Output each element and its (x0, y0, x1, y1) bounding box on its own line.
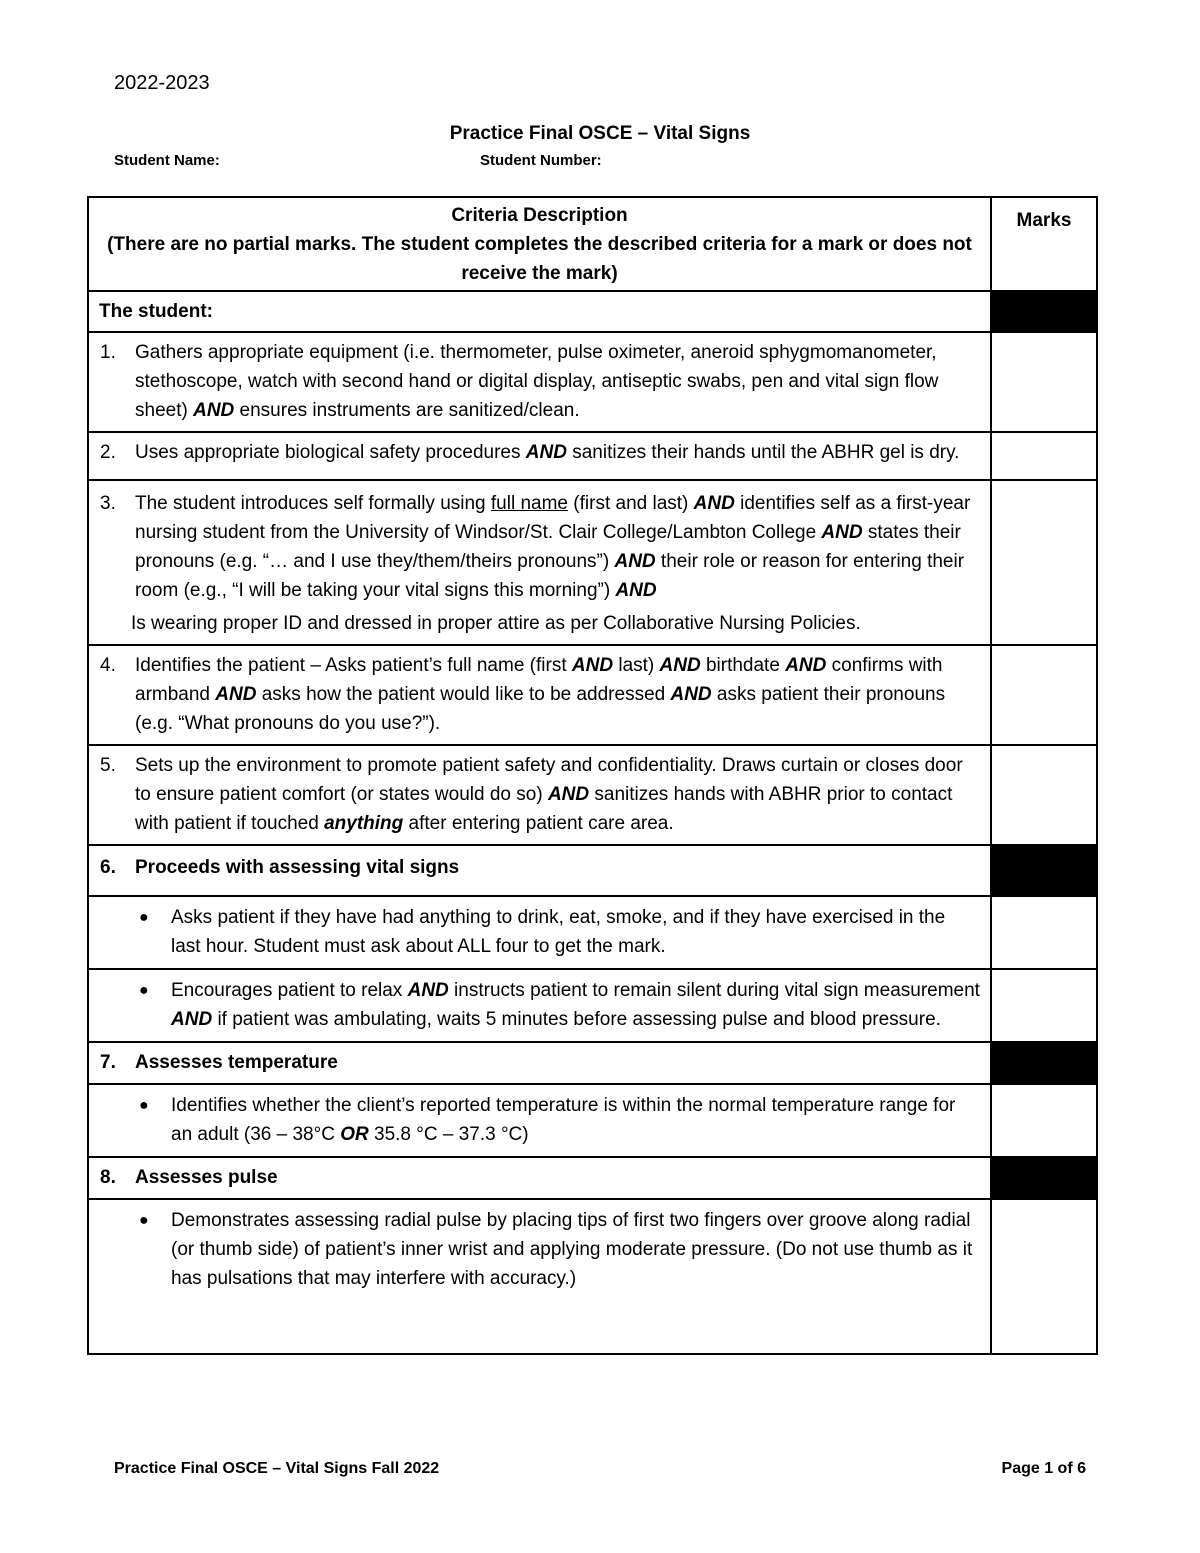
criterion-5 (88, 745, 991, 845)
criterion-8a (88, 1199, 991, 1354)
marks-header: Marks (991, 197, 1097, 291)
criterion-text: their role or reason for entering their room (e.g., “I will be taking your vital signs this morning”) (135, 551, 965, 601)
criterion-text: Identifies whether the client’s reported temperature is within the normal temperature range for an adult (36 – 38°C (171, 1095, 956, 1145)
and-keyword: AND (659, 655, 701, 676)
criterion-text: The student introduces self formally using (135, 493, 491, 514)
criterion-7a (88, 1084, 991, 1157)
criterion-2 (88, 432, 991, 480)
full-name-underlined: full name (490, 493, 569, 514)
criterion-text: (first and last) (568, 493, 694, 514)
footer-page-number: Page 1 of 6 (1001, 1460, 1086, 1477)
criterion-extra-text: Is wearing proper ID and dressed in proper attire as per Collaborative Nursing Policies. (131, 613, 861, 634)
and-keyword: AND (785, 655, 827, 676)
section-row (88, 845, 1097, 896)
page-title: Practice Final OSCE – Vital Signs (449, 123, 751, 144)
criterion-1 (88, 332, 991, 432)
criteria-row (88, 1084, 1097, 1157)
bullet-icon: ● (139, 909, 149, 926)
student-label: The student: (88, 291, 991, 332)
footer-document-title: Practice Final OSCE – Vital Signs Fall 2022 (114, 1460, 440, 1477)
section-number: 6. (100, 857, 116, 878)
section-7-temperature (88, 1042, 991, 1084)
criterion-text: 35.8 °C – 37.3 °C) (368, 1124, 529, 1145)
section-label: Assesses temperature (135, 1052, 338, 1073)
criterion-text: states their pronouns (e.g. “… and I use they/them/theirs pronouns”) (135, 522, 961, 572)
section-8-pulse (88, 1157, 991, 1199)
and-keyword: AND (193, 400, 235, 421)
document-year: 2022-2023 (114, 72, 210, 94)
and-keyword: AND (821, 522, 863, 543)
marks-cell[interactable] (991, 645, 1097, 745)
criteria-table (87, 196, 1098, 1355)
section-label: Proceeds with assessing vital signs (135, 857, 460, 878)
criteria-row (88, 745, 1097, 845)
criterion-6a (88, 896, 991, 969)
criteria-row (88, 645, 1097, 745)
student-label-row (88, 291, 1097, 332)
criterion-text: Identifies the patient – Asks patient’s full name (first (135, 655, 572, 676)
criterion-number: 4. (100, 655, 116, 676)
section-row (88, 1042, 1097, 1084)
marks-cell[interactable] (991, 432, 1097, 480)
and-keyword: AND (171, 1009, 213, 1030)
criterion-text: Demonstrates assessing radial pulse by placing tips of first two fingers over groove along radial (or thumb side) of patient’s inner wrist and applying moderate pressure. (Do not use thumb as it has pulsations that may interfere with accuracy.) (171, 1210, 973, 1289)
criterion-text: Uses appropriate biological safety procedures (135, 442, 526, 463)
bullet-icon: ● (139, 1097, 149, 1114)
section-number: 7. (100, 1052, 116, 1073)
marks-cell[interactable] (991, 480, 1097, 645)
marks-cell[interactable] (991, 332, 1097, 432)
and-keyword: AND (615, 580, 657, 601)
criteria-row (88, 896, 1097, 969)
criteria-row (88, 969, 1097, 1042)
and-keyword: AND (547, 784, 590, 805)
criterion-text: last) (613, 655, 660, 676)
criterion-text: sanitizes their hands until the ABHR gel is dry. (566, 442, 960, 463)
marks-cell[interactable] (991, 745, 1097, 845)
criterion-number: 5. (100, 755, 116, 776)
bullet-icon: ● (139, 1212, 149, 1229)
criteria-row (88, 432, 1097, 480)
anything-keyword: anything (324, 813, 404, 834)
criteria-row (88, 1199, 1097, 1354)
criterion-text: instructs patient to remain silent during vital sign measurement (448, 980, 980, 1001)
section-label: Assesses pulse (135, 1167, 278, 1188)
criterion-text: confirms with armband (135, 655, 943, 705)
and-keyword: AND (215, 684, 257, 705)
and-keyword: AND (525, 442, 567, 463)
marks-cell-shaded (991, 1042, 1097, 1084)
marks-cell-shaded (991, 845, 1097, 896)
section-number: 8. (100, 1167, 116, 1188)
criteria-header (88, 197, 991, 291)
bullet-icon: ● (139, 982, 149, 999)
section-row (88, 1157, 1097, 1199)
criterion-number: 1. (100, 342, 116, 363)
criteria-note: (There are no partial marks. The student completes the described criteria for a mark or does not receive the mark) (107, 234, 972, 284)
criterion-text: identifies self as a first-year nursing student from the University of Windsor/St. Clair College/Lambton College (135, 493, 971, 543)
criterion-text: Encourages patient to relax (171, 980, 408, 1001)
criteria-row (88, 332, 1097, 432)
criterion-text: ensures instruments are sanitized/clean. (234, 400, 580, 421)
marks-cell-shaded (991, 1157, 1097, 1199)
marks-cell-shaded (991, 291, 1097, 332)
criteria-row (88, 480, 1097, 645)
and-keyword: AND (407, 980, 449, 1001)
criterion-text: birthdate (700, 655, 786, 676)
criterion-text: Sets up the environment to promote patient safety and confidentiality. Draws curtain or closes door to ensure patient comfort (or states would do so) (135, 755, 963, 805)
section-6-vital-signs (88, 845, 991, 896)
criterion-text: sanitizes hands with ABHR prior to contact with patient if touched (135, 784, 953, 834)
criterion-text: asks how the patient would like to be addressed (256, 684, 671, 705)
table-header-row (88, 197, 1097, 291)
student-name-label: Student Name: (114, 152, 220, 169)
and-keyword: AND (693, 493, 735, 514)
criterion-text: Asks patient if they have had anything to drink, eat, smoke, and if they have exercised in the last hour. Student must ask about ALL four to get the mark. (171, 907, 946, 957)
criterion-text: Gathers appropriate equipment (i.e. thermometer, pulse oximeter, aneroid sphygmomanometer, stethoscope, watch with second hand or digital display, antiseptic swabs, pen and vital sign flow sheet) (135, 342, 939, 421)
or-keyword: OR (340, 1124, 369, 1145)
criterion-text: after entering patient care area. (403, 813, 674, 834)
marks-cell[interactable] (991, 1199, 1097, 1354)
and-keyword: AND (571, 655, 614, 676)
student-number-label: Student Number: (480, 152, 602, 169)
criterion-4 (88, 645, 991, 745)
criterion-6b (88, 969, 991, 1042)
criteria-title: Criteria Description (451, 205, 628, 226)
marks-cell[interactable] (991, 969, 1097, 1042)
marks-cell[interactable] (991, 896, 1097, 969)
and-keyword: AND (614, 551, 656, 572)
criterion-number: 3. (100, 493, 116, 514)
criterion-3 (88, 480, 991, 645)
criterion-number: 2. (100, 442, 116, 463)
and-keyword: AND (670, 684, 712, 705)
criterion-text: if patient was ambulating, waits 5 minutes before assessing pulse and blood pressure. (212, 1009, 941, 1030)
criterion-text: asks patient their pronouns (e.g. “What pronouns do you use?”). (135, 684, 946, 734)
marks-cell[interactable] (991, 1084, 1097, 1157)
